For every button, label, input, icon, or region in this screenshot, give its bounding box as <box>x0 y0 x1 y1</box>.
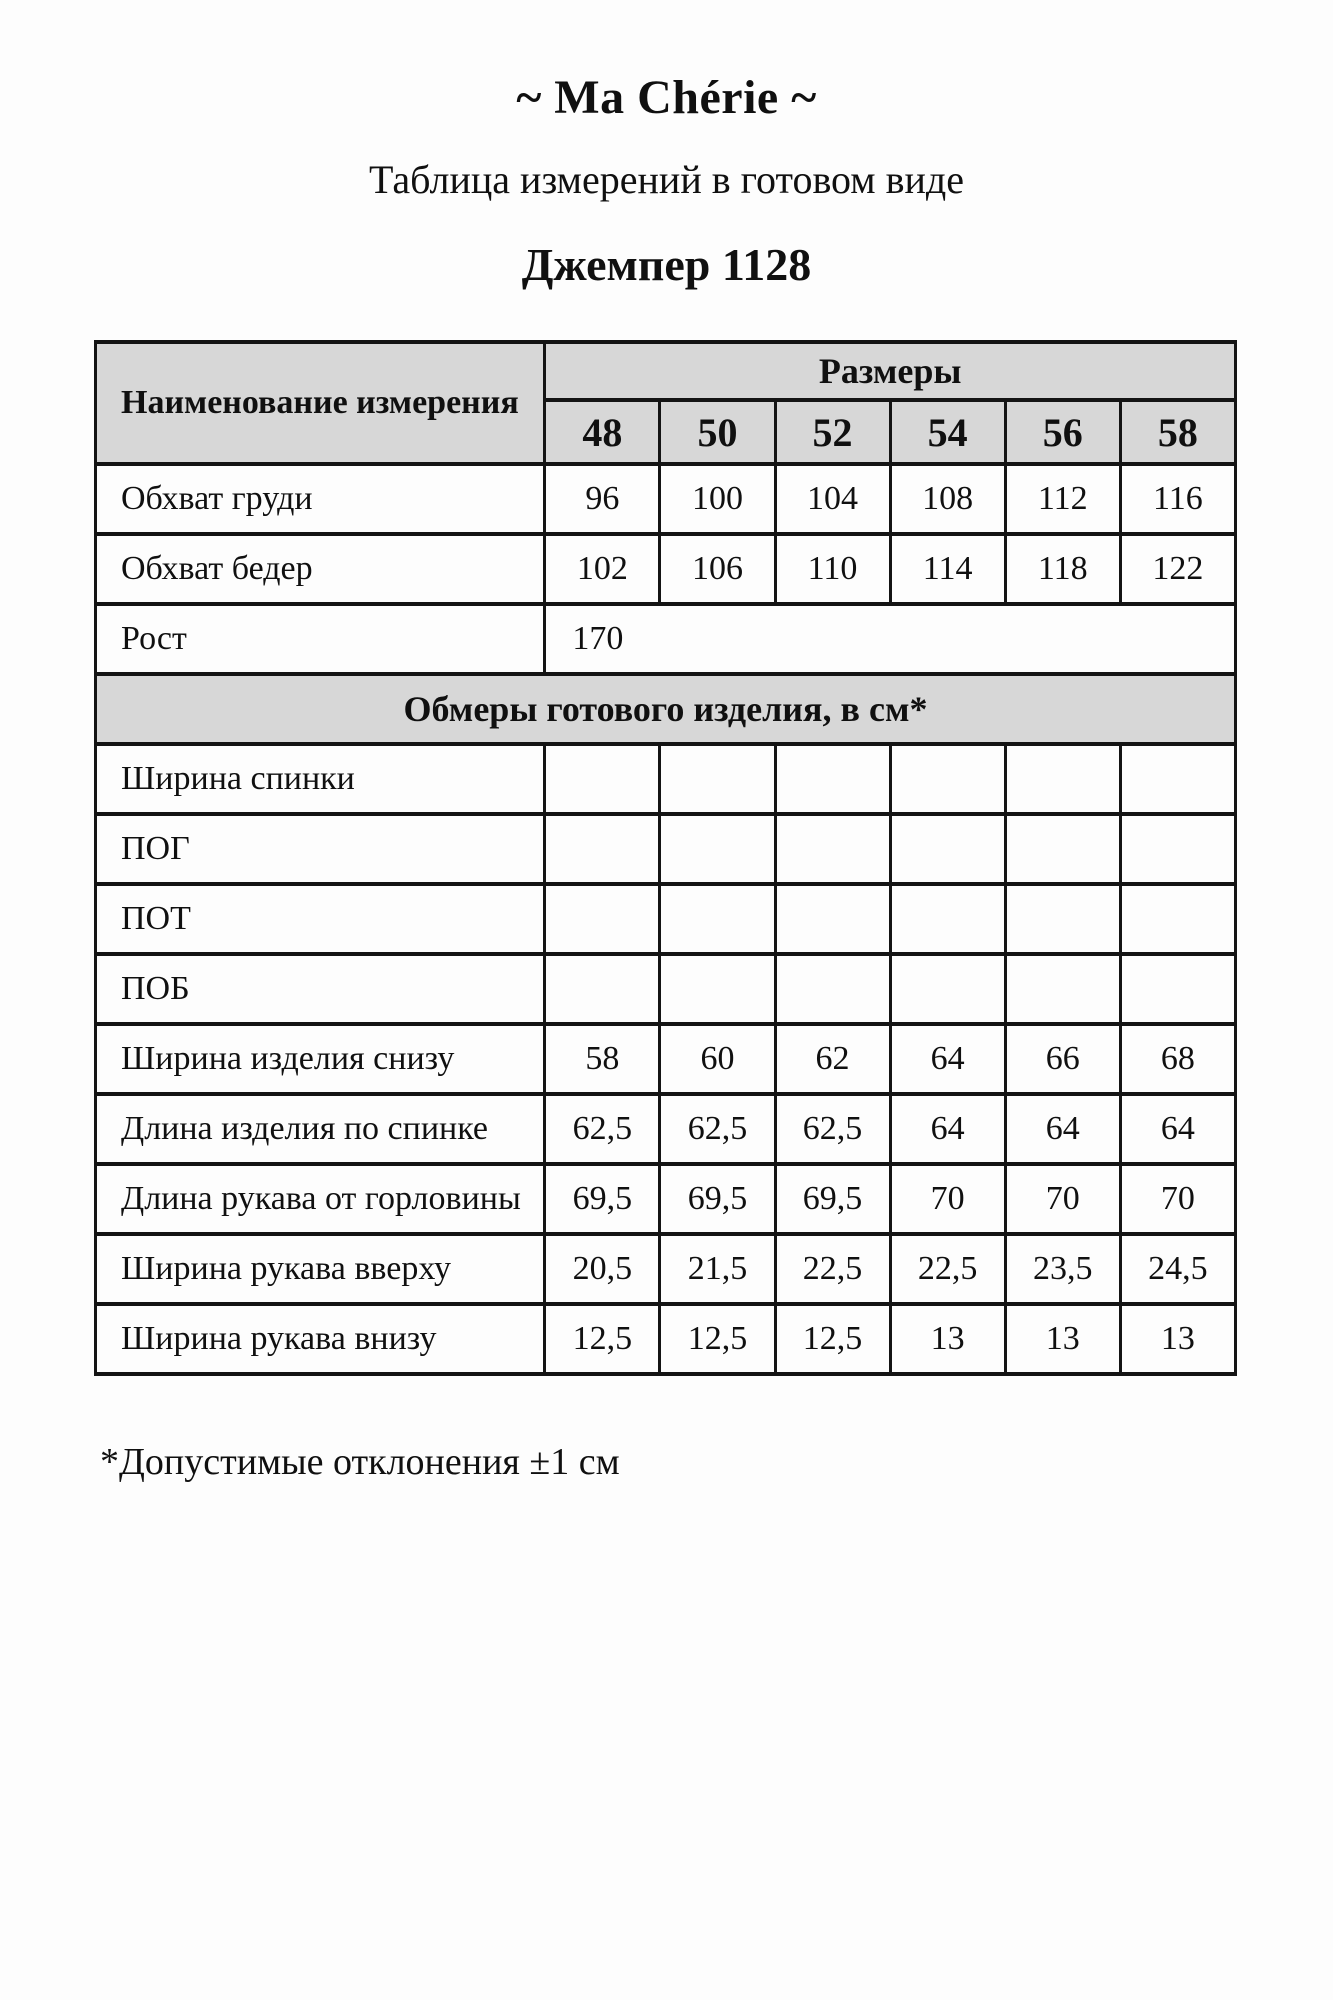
cell-value: 116 <box>1120 464 1235 534</box>
section-header: Обмеры готового изделия, в см* <box>96 674 1236 744</box>
cell-value: 58 <box>545 1024 660 1094</box>
table-row <box>96 1304 1236 1374</box>
cell-value: 64 <box>890 1094 1005 1164</box>
cell-value: 13 <box>890 1304 1005 1374</box>
cell-value: 114 <box>890 534 1005 604</box>
cell-value <box>890 814 1005 884</box>
cell-value <box>890 954 1005 1024</box>
row-label: Ширина рукава вверху <box>96 1234 545 1304</box>
cell-value <box>775 744 890 814</box>
cell-value <box>890 884 1005 954</box>
size-column-header: 52 <box>775 400 890 464</box>
table-row <box>96 464 1236 534</box>
size-column-header: 50 <box>660 400 775 464</box>
cell-value <box>1120 814 1235 884</box>
row-label: Ширина спинки <box>96 744 545 814</box>
row-label: ПОБ <box>96 954 545 1024</box>
cell-value: 69,5 <box>775 1164 890 1234</box>
cell-value: 112 <box>1005 464 1120 534</box>
cell-value: 70 <box>890 1164 1005 1234</box>
table-row <box>96 674 1236 744</box>
cell-value <box>545 744 660 814</box>
row-label: ПОТ <box>96 884 545 954</box>
size-column-header: 56 <box>1005 400 1120 464</box>
cell-value <box>660 954 775 1024</box>
cell-value: 12,5 <box>545 1304 660 1374</box>
cell-value: 69,5 <box>660 1164 775 1234</box>
cell-value: 20,5 <box>545 1234 660 1304</box>
cell-value <box>1005 744 1120 814</box>
cell-value <box>775 884 890 954</box>
cell-value: 62,5 <box>660 1094 775 1164</box>
cell-value <box>660 744 775 814</box>
cell-value: 12,5 <box>660 1304 775 1374</box>
table-row <box>96 884 1236 954</box>
row-label: Ширина рукава внизу <box>96 1304 545 1374</box>
table-row <box>96 534 1236 604</box>
cell-value <box>1005 814 1120 884</box>
measurements-table <box>94 340 1237 1376</box>
cell-value: 100 <box>660 464 775 534</box>
cell-value: 106 <box>660 534 775 604</box>
cell-value: 118 <box>1005 534 1120 604</box>
cell-value: 60 <box>660 1024 775 1094</box>
cell-value: 13 <box>1120 1304 1235 1374</box>
table-row <box>96 954 1236 1024</box>
brand-title: ~ Ma Chérie ~ <box>516 71 817 124</box>
cell-value: 62 <box>775 1024 890 1094</box>
cell-value: 70 <box>1120 1164 1235 1234</box>
row-label: Длина изделия по спинке <box>96 1094 545 1164</box>
table-row <box>96 1234 1236 1304</box>
size-column-header: 48 <box>545 400 660 464</box>
table-row <box>96 1094 1236 1164</box>
cell-value: 170 <box>545 604 1236 674</box>
row-label: Длина рукава от горловины <box>96 1164 545 1234</box>
cell-value: 62,5 <box>545 1094 660 1164</box>
cell-value <box>660 884 775 954</box>
cell-value: 66 <box>1005 1024 1120 1094</box>
cell-value: 24,5 <box>1120 1234 1235 1304</box>
cell-value: 104 <box>775 464 890 534</box>
cell-value <box>660 814 775 884</box>
row-label: Обхват груди <box>96 464 545 534</box>
cell-value <box>1120 954 1235 1024</box>
cell-value <box>1120 884 1235 954</box>
cell-value <box>1120 744 1235 814</box>
row-label: Ширина изделия снизу <box>96 1024 545 1094</box>
cell-value: 102 <box>545 534 660 604</box>
cell-value: 108 <box>890 464 1005 534</box>
cell-value <box>545 954 660 1024</box>
cell-value: 68 <box>1120 1024 1235 1094</box>
table-row <box>96 1164 1236 1234</box>
cell-value <box>1005 954 1120 1024</box>
cell-value: 69,5 <box>545 1164 660 1234</box>
cell-value: 22,5 <box>890 1234 1005 1304</box>
cell-value <box>890 744 1005 814</box>
column-header-sizes: Размеры <box>545 342 1236 400</box>
row-label: Обхват бедер <box>96 534 545 604</box>
table-header-row <box>96 342 1236 400</box>
cell-value: 62,5 <box>775 1094 890 1164</box>
document-subtitle: Таблица измерений в готовом виде <box>368 157 965 203</box>
size-column-header: 54 <box>890 400 1005 464</box>
cell-value: 122 <box>1120 534 1235 604</box>
column-header-measurement-name: Наименование измерения <box>96 342 545 464</box>
cell-value: 22,5 <box>775 1234 890 1304</box>
table-row <box>96 1024 1236 1094</box>
footnote: *Допустимые отклонения ±1 см <box>100 1441 620 1484</box>
cell-value: 64 <box>890 1024 1005 1094</box>
cell-value <box>775 814 890 884</box>
table-row <box>96 744 1236 814</box>
row-label: Рост <box>96 604 545 674</box>
cell-value: 21,5 <box>660 1234 775 1304</box>
cell-value <box>775 954 890 1024</box>
cell-value <box>1005 884 1120 954</box>
cell-value: 70 <box>1005 1164 1120 1234</box>
row-label: ПОГ <box>96 814 545 884</box>
cell-value: 64 <box>1005 1094 1120 1164</box>
cell-value: 13 <box>1005 1304 1120 1374</box>
cell-value <box>545 884 660 954</box>
cell-value <box>545 814 660 884</box>
size-column-header: 58 <box>1120 400 1235 464</box>
cell-value: 110 <box>775 534 890 604</box>
table-row <box>96 814 1236 884</box>
table-row <box>96 604 1236 674</box>
cell-value: 96 <box>545 464 660 534</box>
cell-value: 64 <box>1120 1094 1235 1164</box>
cell-value: 23,5 <box>1005 1234 1120 1304</box>
product-title: Джемпер 1128 <box>521 239 812 291</box>
cell-value: 12,5 <box>775 1304 890 1374</box>
